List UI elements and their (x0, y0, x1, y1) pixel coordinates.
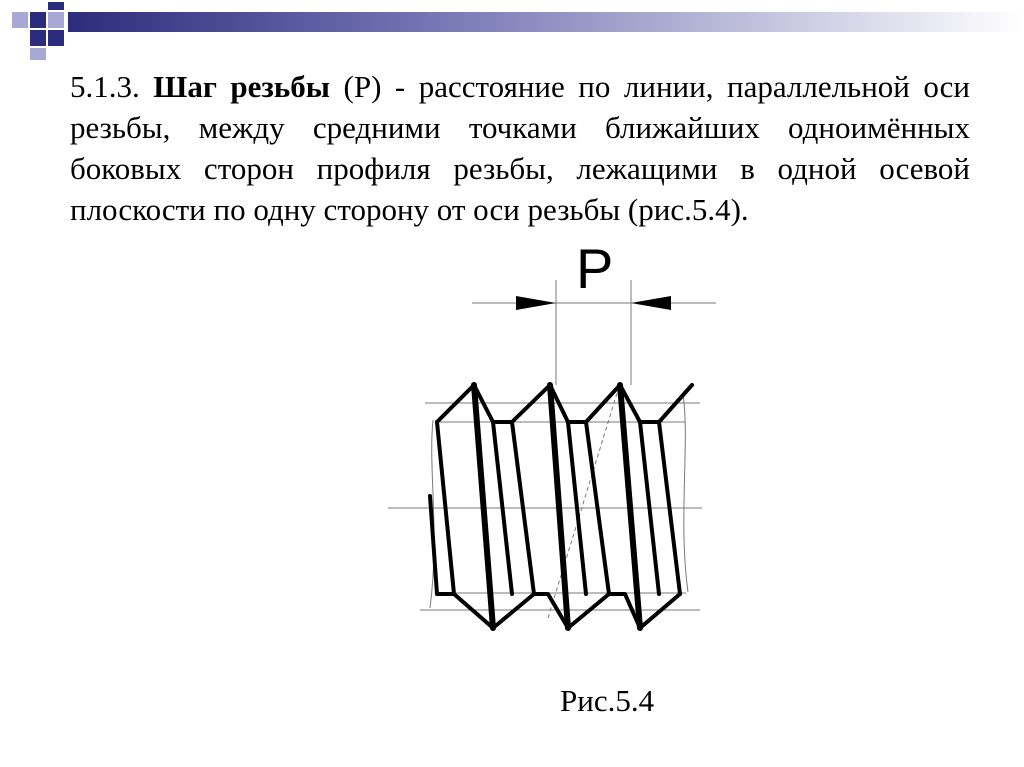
definition-paragraph (70, 66, 970, 230)
deco-square (12, 12, 28, 28)
thread-crest-line (620, 385, 640, 628)
term-bold: Шаг резьбы (153, 69, 330, 104)
definition-text: (Р) - расстояние по линии, параллельной оси резьбы, между средними точками ближайших одноимённых боковых сторон профиля резьбы, лежащими в одной осевой плоскости по одну сторону от оси резьбы (рис.5.4). (70, 69, 971, 227)
thread-crest-line (474, 385, 493, 628)
dimension-arrow (516, 296, 556, 310)
deco-square (48, 30, 64, 46)
paragraph-number: 5.1.3. (70, 69, 140, 104)
thread-drawing (380, 237, 740, 640)
deco-square (30, 48, 46, 60)
break-line (683, 395, 688, 592)
figure-caption: Рис.5.4 (560, 683, 655, 718)
header-decoration (0, 0, 1024, 60)
thread-profile-bottom (437, 594, 680, 628)
pitch-label: P (576, 237, 614, 300)
deco-square (48, 12, 64, 28)
deco-square (30, 30, 46, 46)
deco-square (30, 12, 46, 28)
dimension-arrow (631, 296, 671, 310)
header-gradient-bar (68, 12, 1024, 32)
thread-crest-line (550, 385, 568, 628)
deco-square (48, 2, 64, 10)
